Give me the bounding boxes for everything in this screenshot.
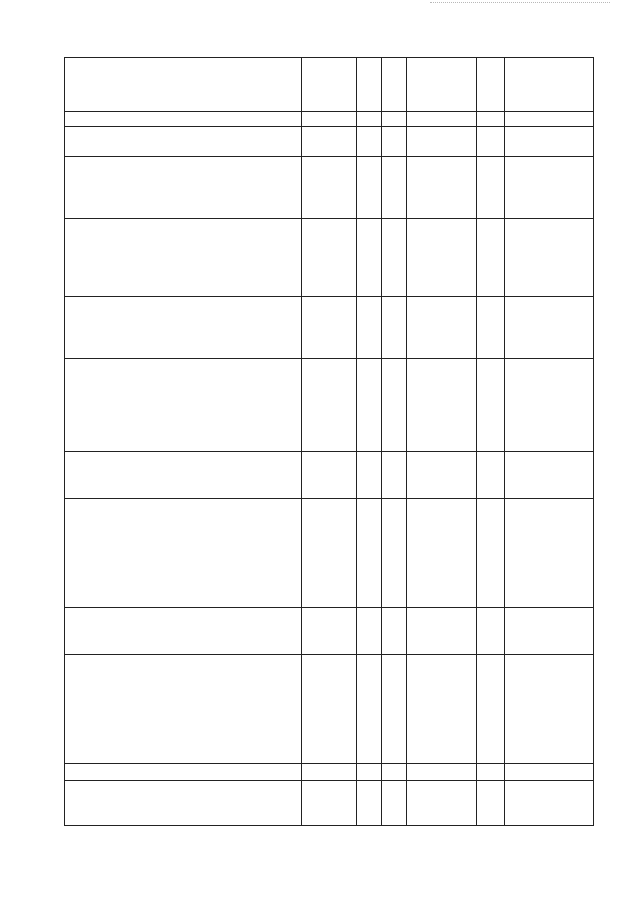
row-glavny (302, 112, 357, 127)
row-glavny (302, 219, 357, 297)
header-name (65, 58, 302, 112)
row-glavny (302, 157, 357, 219)
row-name (65, 499, 302, 608)
row-rz (357, 499, 382, 608)
row-csr (407, 112, 477, 127)
table-body (65, 112, 594, 826)
row-glavny (302, 359, 357, 452)
row-rz (357, 157, 382, 219)
row-rz (357, 359, 382, 452)
row-glavny (302, 297, 357, 359)
table-row (65, 157, 594, 219)
row-glavny (302, 499, 357, 608)
row-csr (407, 157, 477, 219)
row-pr (382, 359, 407, 452)
row-name (65, 127, 302, 157)
row-vr (477, 297, 505, 359)
row-pr (382, 127, 407, 157)
table-row (65, 452, 594, 499)
row-rz (357, 655, 382, 764)
header-sum (505, 58, 594, 112)
row-csr (407, 127, 477, 157)
header-glavny (302, 58, 357, 112)
row-sum (505, 608, 594, 655)
table-row (65, 655, 594, 764)
row-name (65, 781, 302, 826)
table-row (65, 297, 594, 359)
row-name (65, 655, 302, 764)
row-sum (505, 781, 594, 826)
row-csr (407, 219, 477, 297)
row-vr (477, 764, 505, 781)
row-csr (407, 297, 477, 359)
row-vr (477, 219, 505, 297)
row-glavny (302, 781, 357, 826)
table-row (65, 499, 594, 608)
budget-table (64, 57, 594, 826)
row-vr (477, 499, 505, 608)
table-row (65, 608, 594, 655)
row-name (65, 219, 302, 297)
row-rz (357, 219, 382, 297)
row-rz (357, 781, 382, 826)
row-sum (505, 499, 594, 608)
row-csr (407, 764, 477, 781)
row-sum (505, 764, 594, 781)
row-pr (382, 452, 407, 499)
header-csr (407, 58, 477, 112)
row-rz (357, 297, 382, 359)
row-name (65, 764, 302, 781)
row-vr (477, 655, 505, 764)
row-glavny (302, 127, 357, 157)
header-rz (357, 58, 382, 112)
row-vr (477, 452, 505, 499)
row-pr (382, 219, 407, 297)
table-row (65, 112, 594, 127)
row-vr (477, 157, 505, 219)
row-sum (505, 359, 594, 452)
row-pr (382, 608, 407, 655)
row-rz (357, 127, 382, 157)
row-sum (505, 127, 594, 157)
row-vr (477, 608, 505, 655)
row-vr (477, 359, 505, 452)
table-row (65, 764, 594, 781)
row-vr (477, 112, 505, 127)
table-row (65, 219, 594, 297)
row-rz (357, 112, 382, 127)
row-pr (382, 157, 407, 219)
row-name (65, 157, 302, 219)
table-header-row (65, 58, 594, 112)
row-name (65, 297, 302, 359)
row-csr (407, 452, 477, 499)
row-name (65, 359, 302, 452)
scan-top-marks (430, 2, 610, 7)
row-sum (505, 297, 594, 359)
table-row (65, 127, 594, 157)
row-rz (357, 764, 382, 781)
row-vr (477, 781, 505, 826)
row-pr (382, 112, 407, 127)
row-name (65, 112, 302, 127)
row-pr (382, 764, 407, 781)
row-glavny (302, 764, 357, 781)
table-row (65, 781, 594, 826)
row-name (65, 608, 302, 655)
row-pr (382, 781, 407, 826)
row-sum (505, 219, 594, 297)
row-sum (505, 112, 594, 127)
row-name (65, 452, 302, 499)
row-sum (505, 452, 594, 499)
row-glavny (302, 608, 357, 655)
row-vr (477, 127, 505, 157)
row-rz (357, 608, 382, 655)
row-pr (382, 297, 407, 359)
row-csr (407, 608, 477, 655)
row-sum (505, 157, 594, 219)
row-pr (382, 499, 407, 608)
row-sum (505, 655, 594, 764)
row-pr (382, 655, 407, 764)
row-csr (407, 781, 477, 826)
row-rz (357, 452, 382, 499)
row-glavny (302, 655, 357, 764)
row-csr (407, 359, 477, 452)
header-pr (382, 58, 407, 112)
table-row (65, 359, 594, 452)
header-vr (477, 58, 505, 112)
row-csr (407, 655, 477, 764)
row-glavny (302, 452, 357, 499)
row-csr (407, 499, 477, 608)
